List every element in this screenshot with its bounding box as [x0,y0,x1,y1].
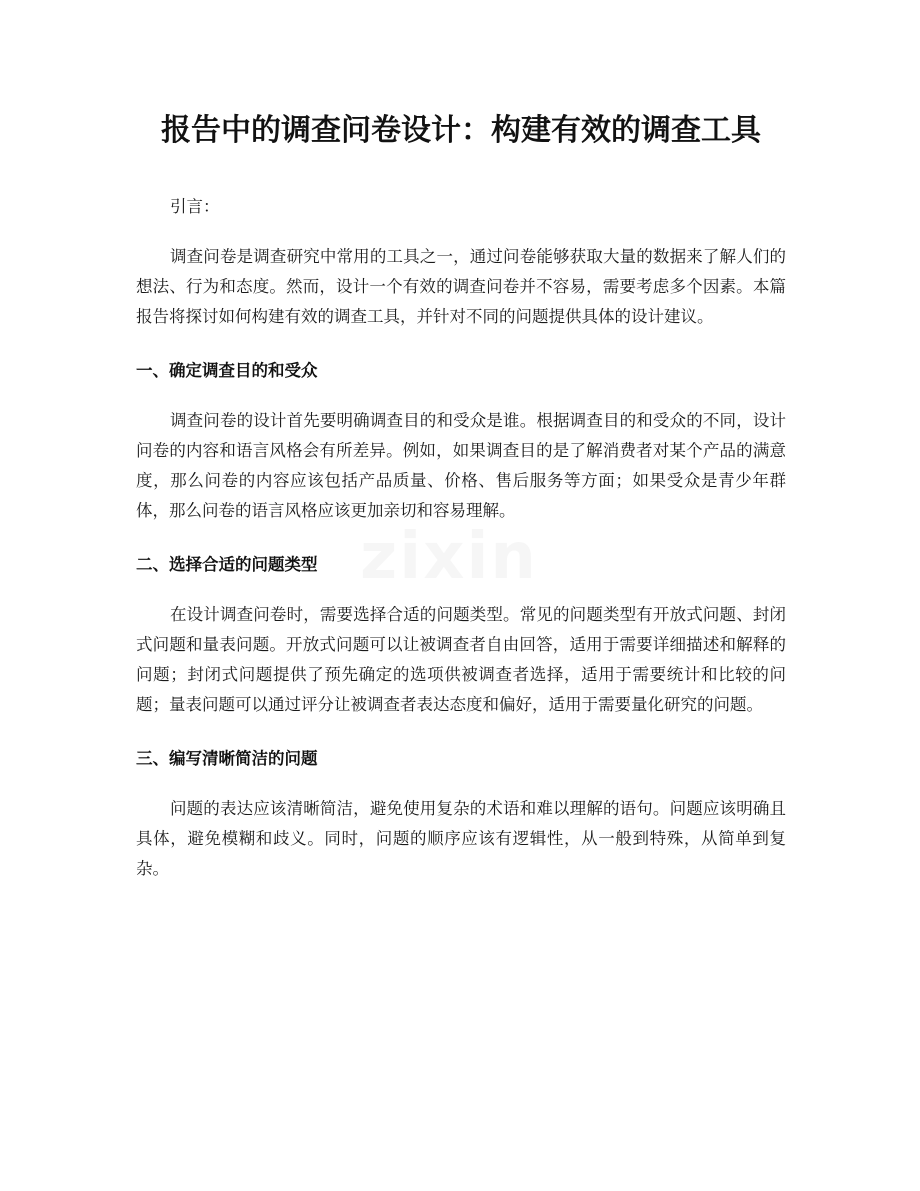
section-heading-2: 二、选择合适的问题类型 [136,555,318,574]
section-paragraph-1: 调查问卷的设计首先要明确调查目的和受众是谁。根据调查目的和受众的不同，设计问卷的内容和语言风格会有所差异。例如，如果调查目的是了解消费者对某个产品的满意度，那么问卷的内容应该包括产品质量、价格、售后服务等方面；如果受众是青少年群体，那么问卷的语言风格应该更加亲切和容易理解。 [136,411,786,520]
section-heading-1: 一、确定调查目的和受众 [136,361,318,380]
intro-paragraph: 调查问卷是调查研究中常用的工具之一，通过问卷能够获取大量的数据来了解人们的想法、行为和态度。然而，设计一个有效的调查问卷并不容易，需要考虑多个因素。本篇报告将探讨如何构建有效的调查工具，并针对不同的问题提供具体的设计建议。 [136,247,786,326]
intro-label: 引言： [170,197,220,216]
document-title: 报告中的调查问卷设计：构建有效的调查工具 [161,113,761,148]
section-paragraph-2: 在设计调查问卷时，需要选择合适的问题类型。常见的问题类型有开放式问题、封闭式问题和量表问题。开放式问题可以让被调查者自由回答，适用于需要详细描述和解释的问题；封闭式问题提供了预先确定的选项供被调查者选择，适用于需要统计和比较的问题；量表问题可以通过评分让被调查者表达态度和偏好，适用于需要量化研究的问题。 [136,605,786,714]
document-page [136,100,786,884]
section-heading-3: 三、编写清晰简洁的问题 [136,749,318,768]
section-paragraph-3: 问题的表达应该清晰简洁，避免使用复杂的术语和难以理解的语句。问题应该明确且具体，避免模糊和歧义。同时，问题的顺序应该有逻辑性，从一般到特殊，从简单到复杂。 [136,799,786,878]
